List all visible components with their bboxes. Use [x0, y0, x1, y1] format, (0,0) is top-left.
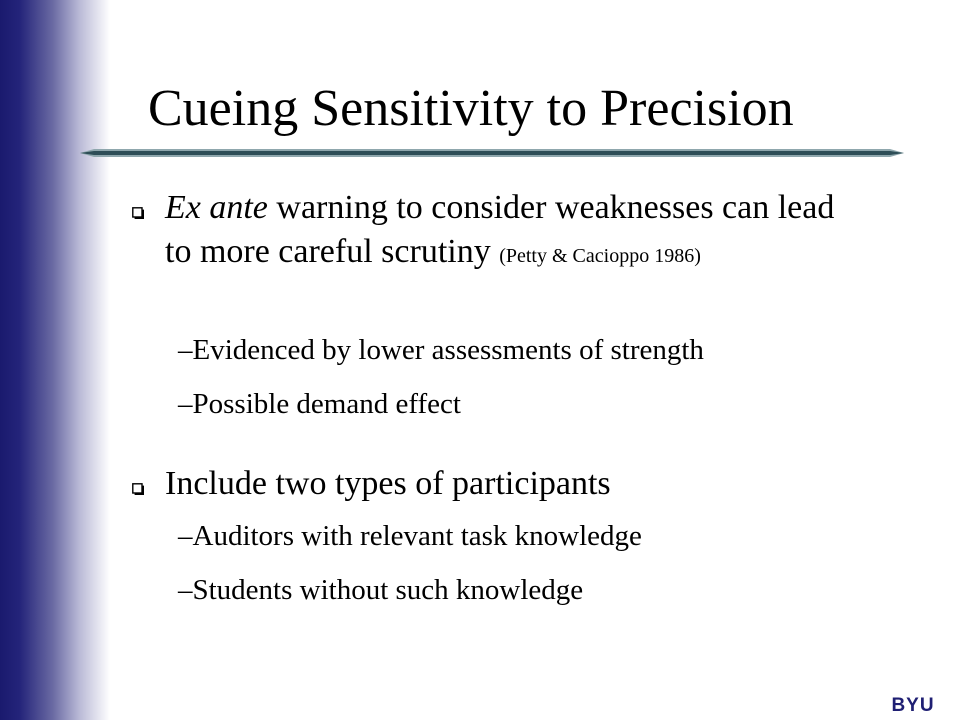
checkbox-bullet-icon — [132, 483, 144, 495]
subpoint-lower-assessments: –Evidenced by lower assessments of strength — [178, 334, 704, 366]
title-divider — [80, 146, 904, 160]
checkbox-bullet-icon — [132, 207, 144, 219]
bullet-participant-types: Include two types of participants — [165, 465, 611, 502]
bullet-ex-ante-warning — [165, 186, 865, 274]
subpoint-auditors: –Auditors with relevant task knowledge — [178, 520, 642, 552]
subpoint-demand-effect: –Possible demand effect — [178, 388, 461, 420]
byu-logo: BYU — [880, 694, 946, 718]
bullet-text: warning to consider weaknesses can lead to more careful scrutiny — [165, 189, 835, 270]
citation: (Petty & Cacioppo 1986) — [499, 245, 701, 267]
side-gradient-band — [0, 0, 110, 720]
italic-lead-text: Ex ante — [165, 189, 268, 226]
slide-title: Cueing Sensitivity to Precision — [148, 80, 794, 137]
subpoint-students: –Students without such knowledge — [178, 574, 584, 606]
